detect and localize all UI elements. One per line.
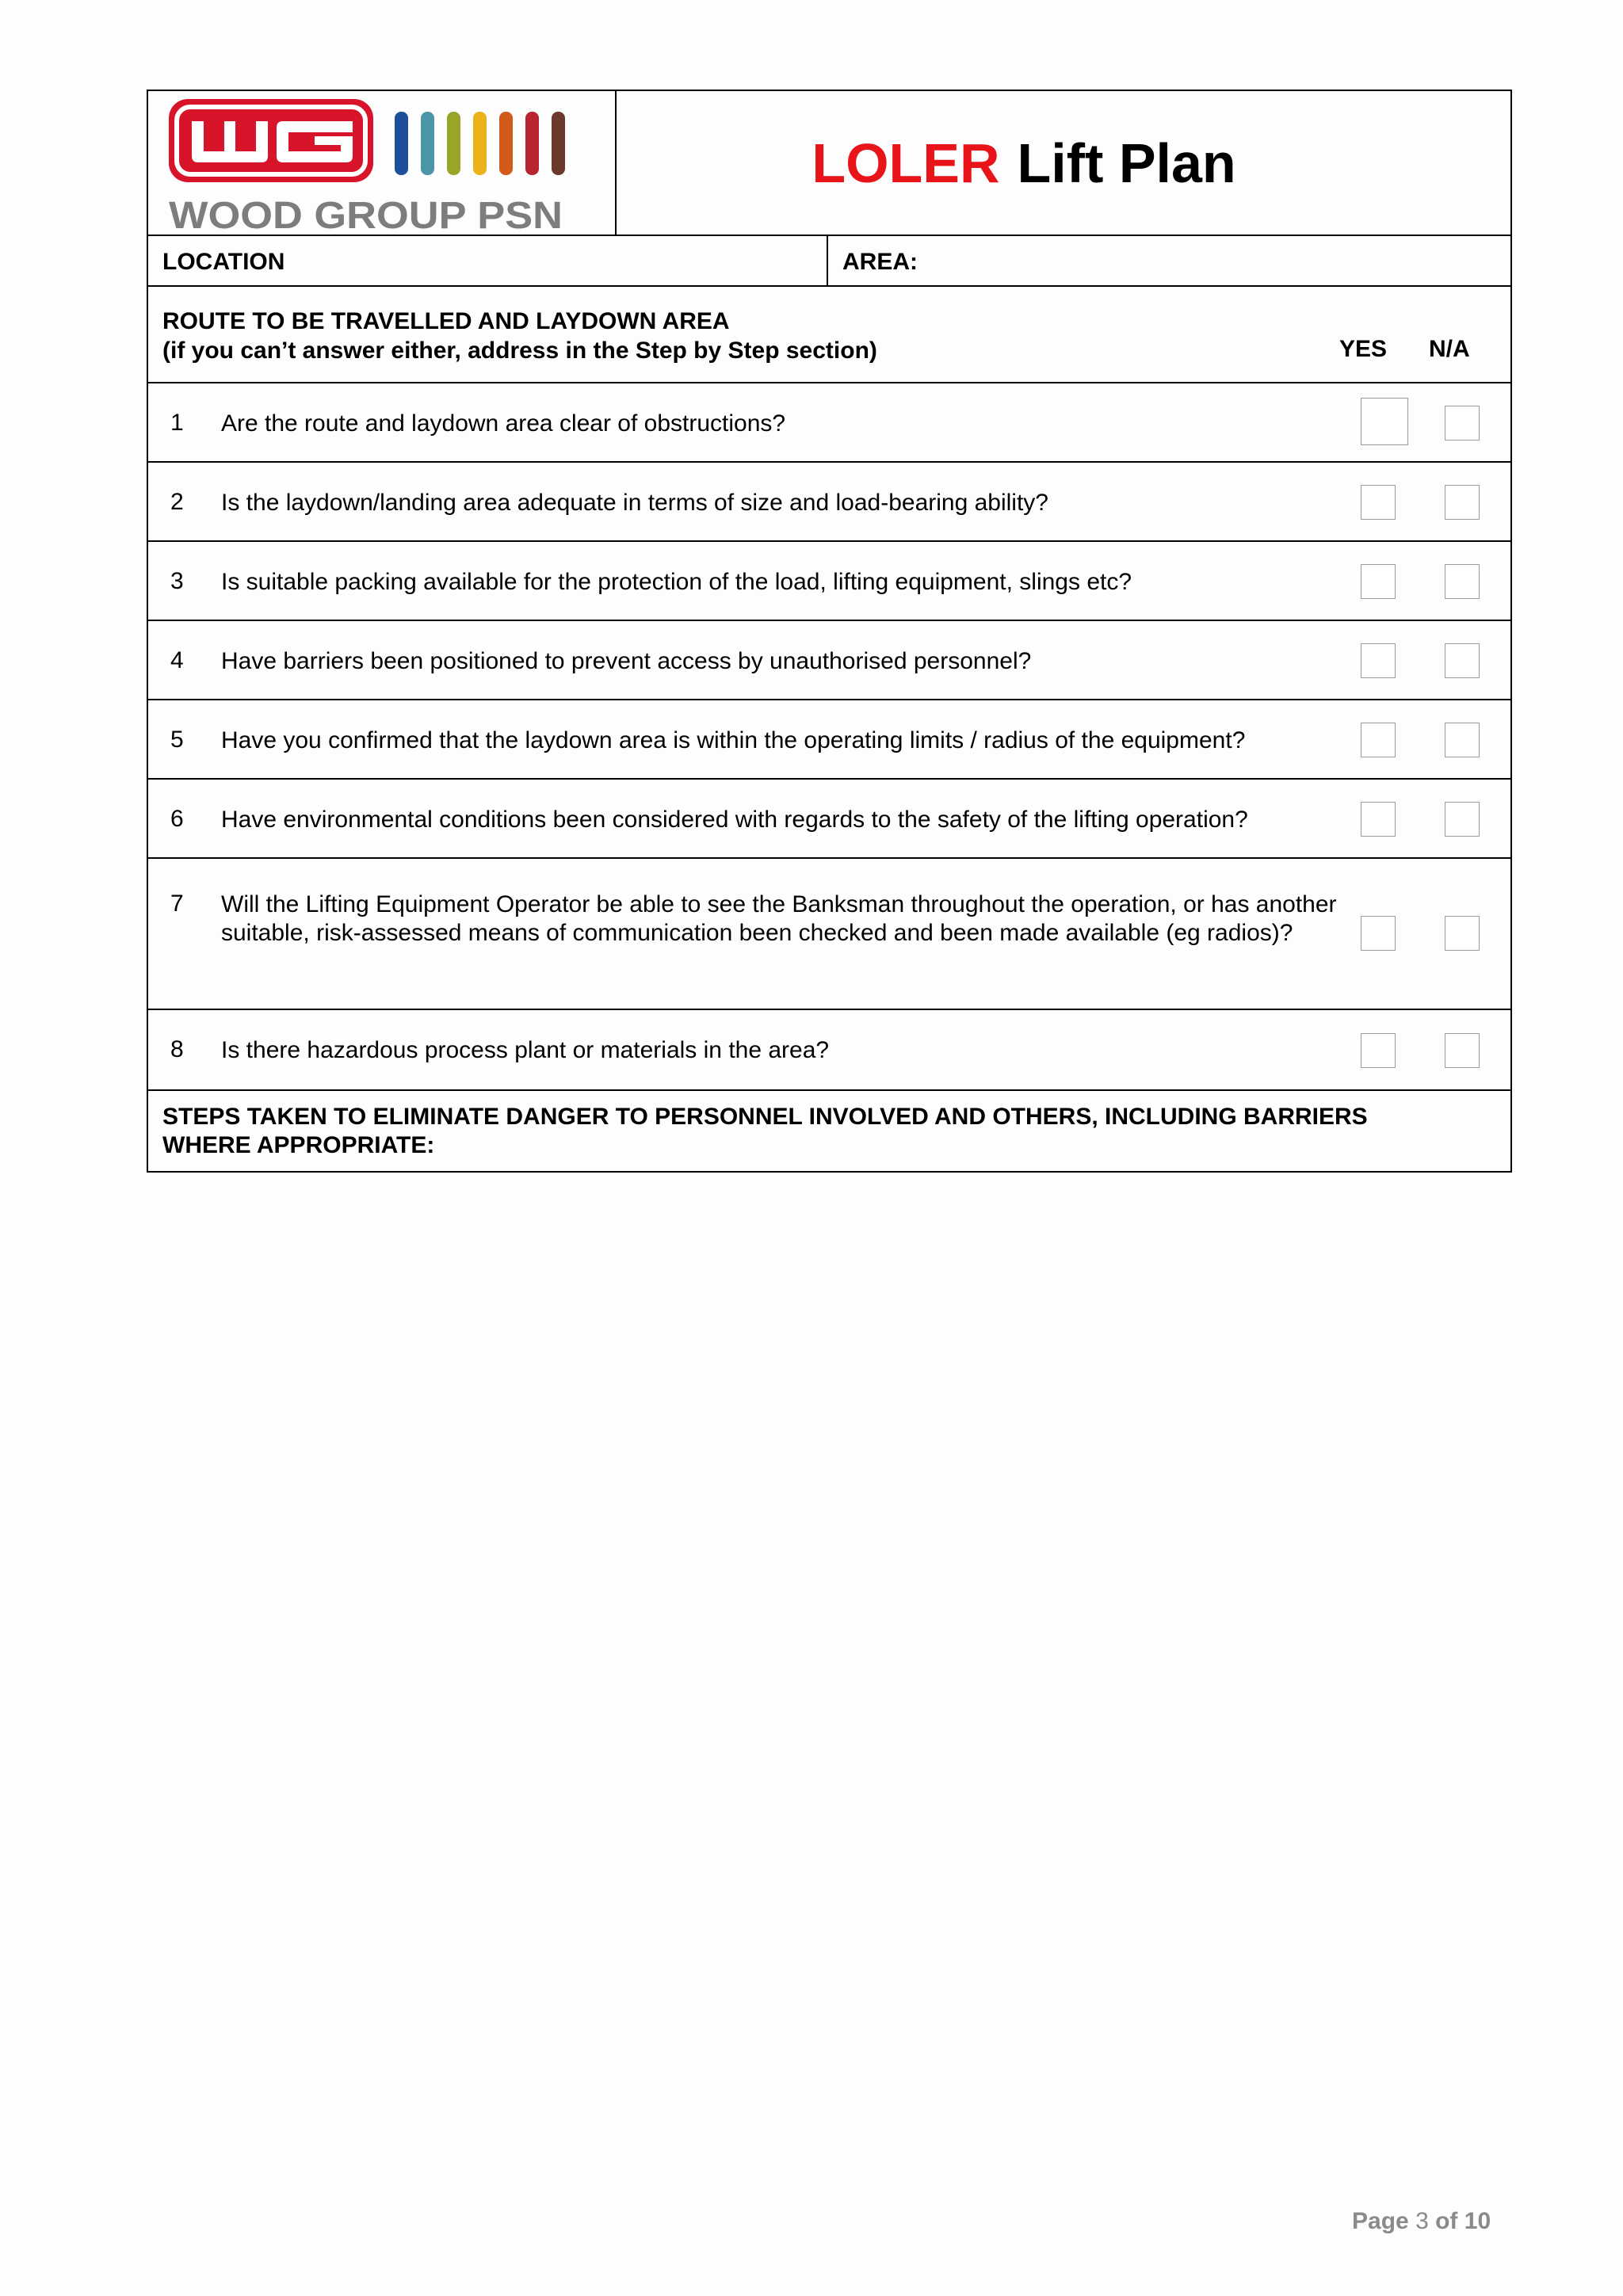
question-number: 3 <box>170 568 184 594</box>
area-field[interactable] <box>828 236 1510 285</box>
question-text: Is there hazardous process plant or materials in the area? <box>221 1037 830 1063</box>
question-number: 8 <box>170 1036 184 1062</box>
na-checkbox[interactable] <box>1445 802 1480 837</box>
question-row <box>148 463 1510 542</box>
yes-checkbox[interactable] <box>1361 398 1408 445</box>
na-checkbox[interactable] <box>1445 643 1480 678</box>
location-label: LOCATION <box>162 249 285 275</box>
yes-checkbox[interactable] <box>1361 564 1396 599</box>
question-text: Are the route and laydown area clear of obstructions? <box>221 410 786 437</box>
na-checkbox[interactable] <box>1445 1033 1480 1068</box>
section-heading: ROUTE TO BE TRAVELLED AND LAYDOWN AREA <box>162 308 730 334</box>
na-checkbox[interactable] <box>1445 723 1480 757</box>
area-label: AREA: <box>842 249 918 275</box>
of-word: of <box>1435 2208 1458 2234</box>
question-number: 7 <box>170 891 184 917</box>
question-row <box>148 859 1510 1010</box>
steps-section[interactable] <box>148 1091 1510 1171</box>
yes-checkbox[interactable] <box>1361 1033 1396 1068</box>
question-row <box>148 780 1510 859</box>
question-text: Have you confirmed that the laydown area is within the operating limits / radius of the equipment? <box>221 727 1246 753</box>
question-row <box>148 383 1510 463</box>
title-black-part: Lift Plan <box>1017 132 1236 194</box>
na-checkbox[interactable] <box>1445 916 1480 951</box>
form-header <box>148 91 1510 236</box>
question-row <box>148 542 1510 621</box>
na-checkbox[interactable] <box>1445 564 1480 599</box>
wood-group-logo <box>148 91 612 235</box>
location-area-row <box>148 236 1510 287</box>
column-na-label: N/A <box>1429 336 1470 362</box>
question-number: 1 <box>170 410 184 436</box>
company-logo <box>148 91 617 235</box>
question-row <box>148 1010 1510 1091</box>
question-number: 4 <box>170 647 184 673</box>
na-checkbox[interactable] <box>1445 406 1480 441</box>
steps-heading-line2: WHERE APPROPRIATE: <box>162 1132 435 1158</box>
section-subheading: (if you can’t answer either, address in the Step by Step section) <box>162 338 877 364</box>
page-number: 3 <box>1415 2208 1429 2234</box>
page-word: Page <box>1352 2208 1409 2234</box>
yes-checkbox[interactable] <box>1361 485 1396 520</box>
question-number: 6 <box>170 806 184 832</box>
question-text: Will the Lifting Equipment Operator be able to see the Banksman throughout the operation, or has another suitable, risk-assessed means of communication been checked and been made available (eg radios)? <box>221 891 1337 946</box>
yes-checkbox[interactable] <box>1361 723 1396 757</box>
na-checkbox[interactable] <box>1445 485 1480 520</box>
location-field[interactable] <box>148 236 828 285</box>
question-row <box>148 621 1510 700</box>
column-yes-label: YES <box>1339 336 1388 362</box>
page-footer <box>1352 2208 1491 2235</box>
title-red-part: LOLER <box>812 132 1000 194</box>
route-section-header <box>148 287 1510 383</box>
question-number: 2 <box>170 489 184 515</box>
yes-checkbox[interactable] <box>1361 643 1396 678</box>
question-number: 5 <box>170 727 184 753</box>
question-row <box>148 700 1510 780</box>
question-text: Have environmental conditions been considered with regards to the safety of the lifting operation? <box>221 807 1248 833</box>
yes-checkbox[interactable] <box>1361 802 1396 837</box>
lift-plan-form <box>147 90 1512 1173</box>
yes-checkbox[interactable] <box>1361 916 1396 951</box>
steps-heading-line1: STEPS TAKEN TO ELIMINATE DANGER TO PERSONNEL INVOLVED AND OTHERS, INCLUDING BARRIERS <box>162 1104 1368 1130</box>
question-text: Have barriers been positioned to prevent access by unauthorised personnel? <box>221 648 1032 674</box>
page-title <box>617 91 1510 235</box>
question-text: Is suitable packing available for the protection of the load, lifting equipment, slings etc? <box>221 569 1132 595</box>
page-total: 10 <box>1464 2208 1491 2234</box>
question-text: Is the laydown/landing area adequate in terms of size and load-bearing ability? <box>221 490 1048 516</box>
logo-wordmark: WOOD GROUP PSN <box>169 195 563 235</box>
